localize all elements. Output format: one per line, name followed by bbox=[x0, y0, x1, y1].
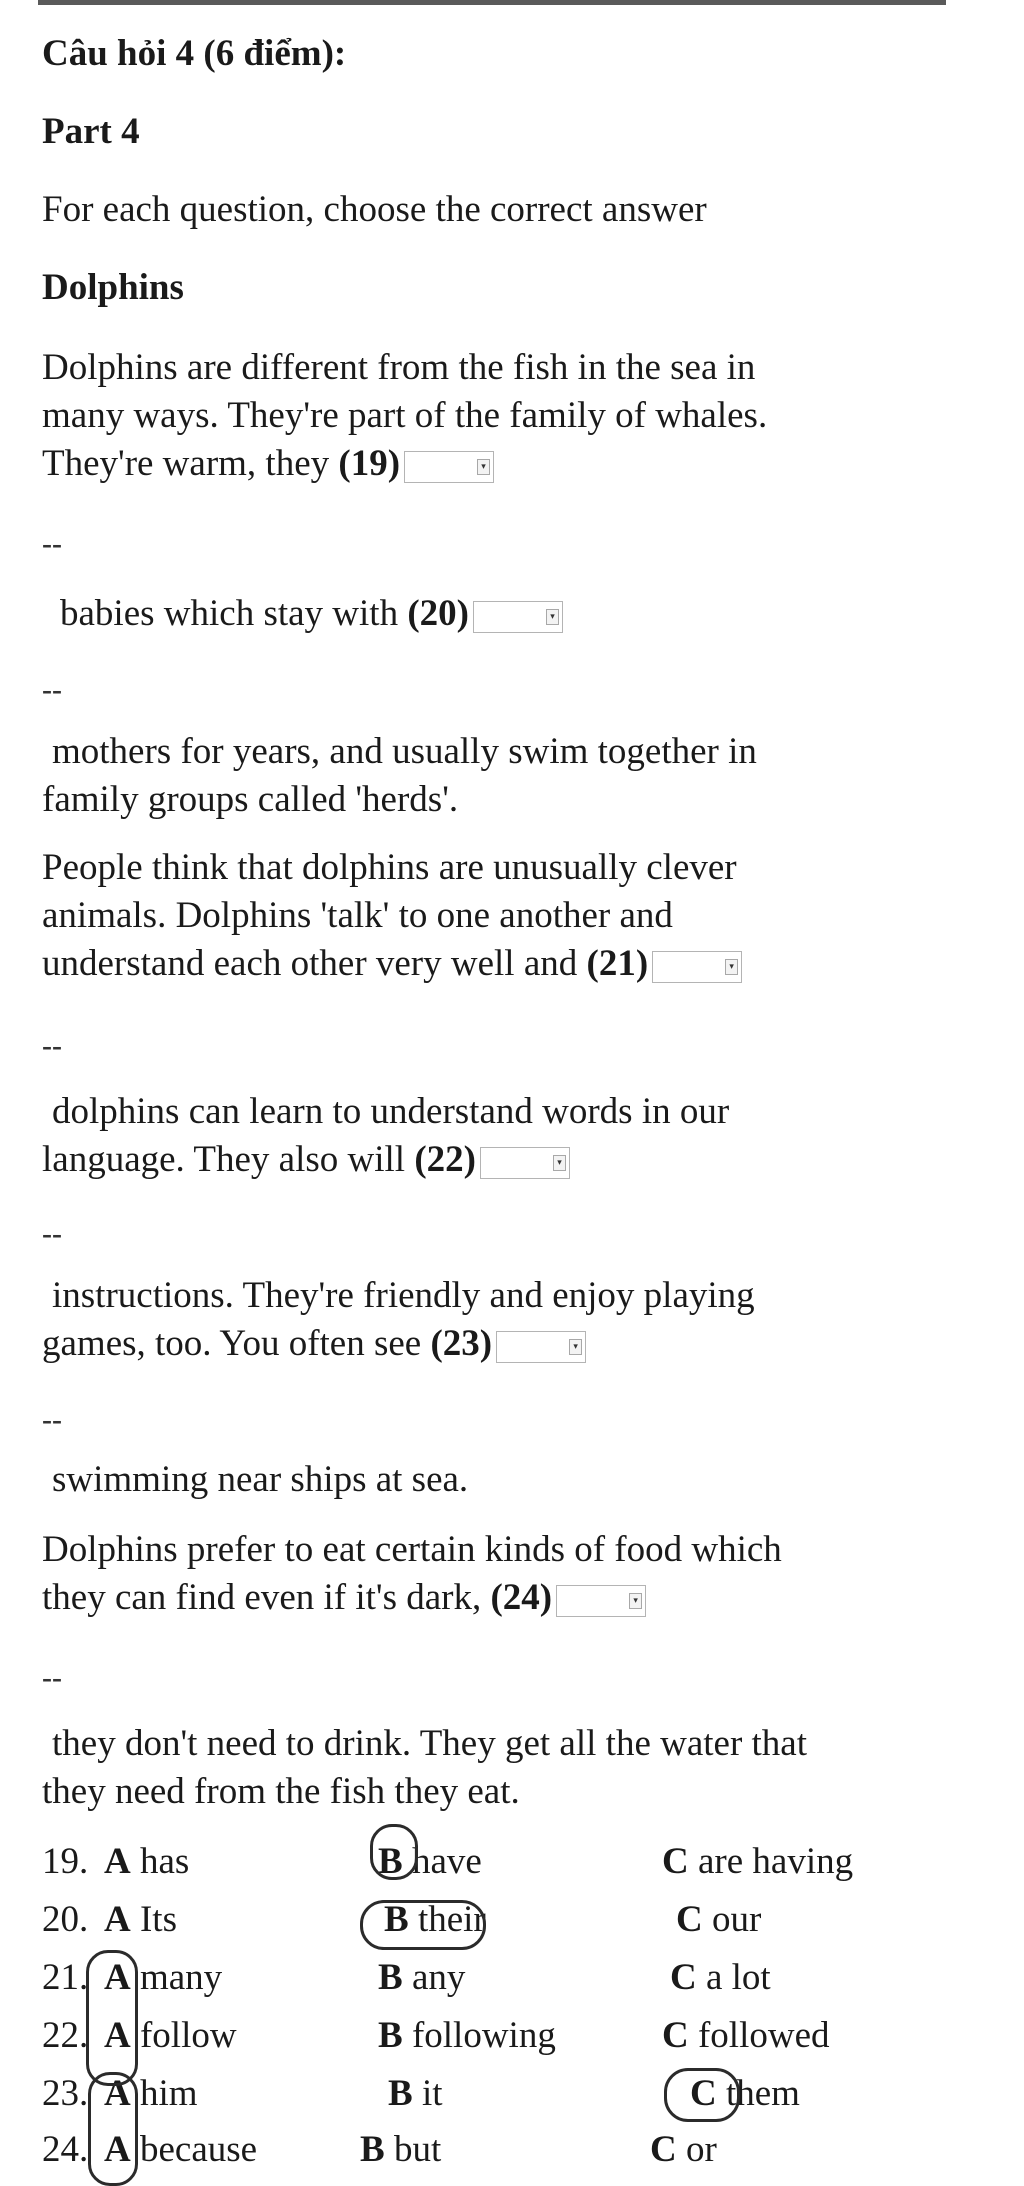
answer-number: 20. bbox=[42, 1899, 89, 1940]
passage-line: swimming near ships at sea. bbox=[52, 1459, 469, 1500]
option-a: A Its bbox=[104, 1899, 177, 1940]
question-title: Câu hỏi 4 (6 điểm): bbox=[42, 33, 347, 74]
passage-line: instructions. They're friendly and enjoy playing bbox=[52, 1275, 755, 1316]
option-c: C or bbox=[650, 2129, 717, 2170]
passage-text: language. They also will bbox=[42, 1139, 406, 1180]
answer-number: 23. bbox=[42, 2073, 89, 2114]
question-number-23: (23) bbox=[430, 1323, 493, 1364]
handwritten-circle-mark bbox=[86, 1950, 138, 2086]
option-b: B have bbox=[378, 1841, 482, 1882]
passage-line bbox=[42, 1136, 570, 1183]
passage-line bbox=[42, 940, 742, 987]
dropdown-placeholder: -- bbox=[42, 1029, 62, 1062]
option-c: C are having bbox=[662, 1841, 854, 1882]
option-b: B it bbox=[388, 2073, 443, 2114]
answer-number: 24. bbox=[42, 2129, 89, 2170]
option-b: B any bbox=[378, 1957, 466, 1998]
question-number-22: (22) bbox=[414, 1139, 476, 1180]
dropdown-placeholder: -- bbox=[42, 527, 62, 560]
passage-line: family groups called 'herds'. bbox=[42, 779, 459, 820]
option-a: A because bbox=[104, 2129, 258, 2170]
answer-dropdown-24[interactable] bbox=[556, 1585, 646, 1617]
option-c: C a lot bbox=[670, 1957, 771, 1998]
option-a: A follow bbox=[104, 2015, 237, 2056]
dropdown-arrow-icon[interactable]: ▾ bbox=[569, 1339, 582, 1355]
passage-line bbox=[42, 440, 494, 487]
dropdown-arrow-icon[interactable]: ▾ bbox=[725, 959, 738, 975]
option-a: A him bbox=[104, 2073, 198, 2114]
option-a: A many bbox=[104, 1957, 223, 1998]
passage-line: many ways. They're part of the family of whales. bbox=[42, 395, 768, 436]
answer-dropdown-22[interactable] bbox=[480, 1147, 570, 1179]
passage-line: Dolphins prefer to eat certain kinds of food which bbox=[42, 1529, 782, 1570]
passage-line: animals. Dolphins 'talk' to one another and bbox=[42, 895, 673, 936]
handwritten-circle-mark bbox=[664, 2068, 740, 2122]
part-heading: Part 4 bbox=[42, 111, 140, 152]
dropdown-placeholder: -- bbox=[42, 1661, 62, 1694]
passage-line bbox=[42, 1574, 646, 1621]
passage-text: they can find even if it's dark, bbox=[42, 1577, 482, 1618]
dropdown-arrow-icon[interactable]: ▾ bbox=[629, 1593, 642, 1609]
answer-number: 19. bbox=[42, 1841, 89, 1882]
dropdown-placeholder: -- bbox=[42, 1217, 62, 1250]
option-c: C followed bbox=[662, 2015, 830, 2056]
option-c: C our bbox=[676, 1899, 762, 1940]
dropdown-placeholder: -- bbox=[42, 673, 62, 706]
top-border bbox=[38, 0, 946, 5]
passage-line: People think that dolphins are unusually clever bbox=[42, 847, 737, 888]
passage-title: Dolphins bbox=[42, 267, 184, 308]
passage-text: games, too. You often see bbox=[42, 1323, 422, 1364]
instruction-text: For each question, choose the correct answer bbox=[42, 189, 707, 230]
answer-dropdown-21[interactable] bbox=[652, 951, 742, 983]
question-number-24: (24) bbox=[490, 1577, 553, 1618]
passage-line: they don't need to drink. They get all the water that bbox=[52, 1723, 808, 1764]
question-number-19: (19) bbox=[338, 443, 401, 484]
handwritten-circle-mark bbox=[88, 2072, 138, 2186]
answer-dropdown-23[interactable] bbox=[496, 1331, 586, 1363]
answer-dropdown-20[interactable] bbox=[473, 601, 563, 633]
dropdown-arrow-icon[interactable]: ▾ bbox=[477, 459, 490, 475]
question-number-21: (21) bbox=[586, 943, 649, 984]
option-b: B but bbox=[360, 2129, 442, 2170]
dropdown-placeholder: -- bbox=[42, 1403, 62, 1436]
answer-dropdown-19[interactable] bbox=[404, 451, 494, 483]
handwritten-circle-mark bbox=[360, 1900, 486, 1950]
passage-line: dolphins can learn to understand words in our bbox=[52, 1091, 730, 1132]
passage-line bbox=[60, 590, 563, 637]
handwritten-circle-mark bbox=[370, 1824, 418, 1880]
passage-line: Dolphins are different from the fish in the sea in bbox=[42, 347, 756, 388]
passage-line: mothers for years, and usually swim together in bbox=[52, 731, 757, 772]
option-b: B their bbox=[384, 1899, 486, 1940]
option-b: B following bbox=[378, 2015, 556, 2056]
passage-line bbox=[42, 1320, 586, 1367]
dropdown-arrow-icon[interactable]: ▾ bbox=[553, 1155, 566, 1171]
option-a: A has bbox=[104, 1841, 190, 1882]
dropdown-arrow-icon[interactable]: ▾ bbox=[546, 609, 559, 625]
passage-text: understand each other very well and bbox=[42, 943, 578, 984]
passage-text: They're warm, they bbox=[42, 443, 330, 484]
option-c: C them bbox=[690, 2073, 800, 2114]
answer-number: 22. bbox=[42, 2015, 89, 2056]
passage-text: babies which stay with bbox=[60, 593, 399, 634]
answer-number: 21. bbox=[42, 1957, 89, 1998]
passage-line: they need from the fish they eat. bbox=[42, 1771, 520, 1812]
question-number-20: (20) bbox=[407, 593, 469, 634]
